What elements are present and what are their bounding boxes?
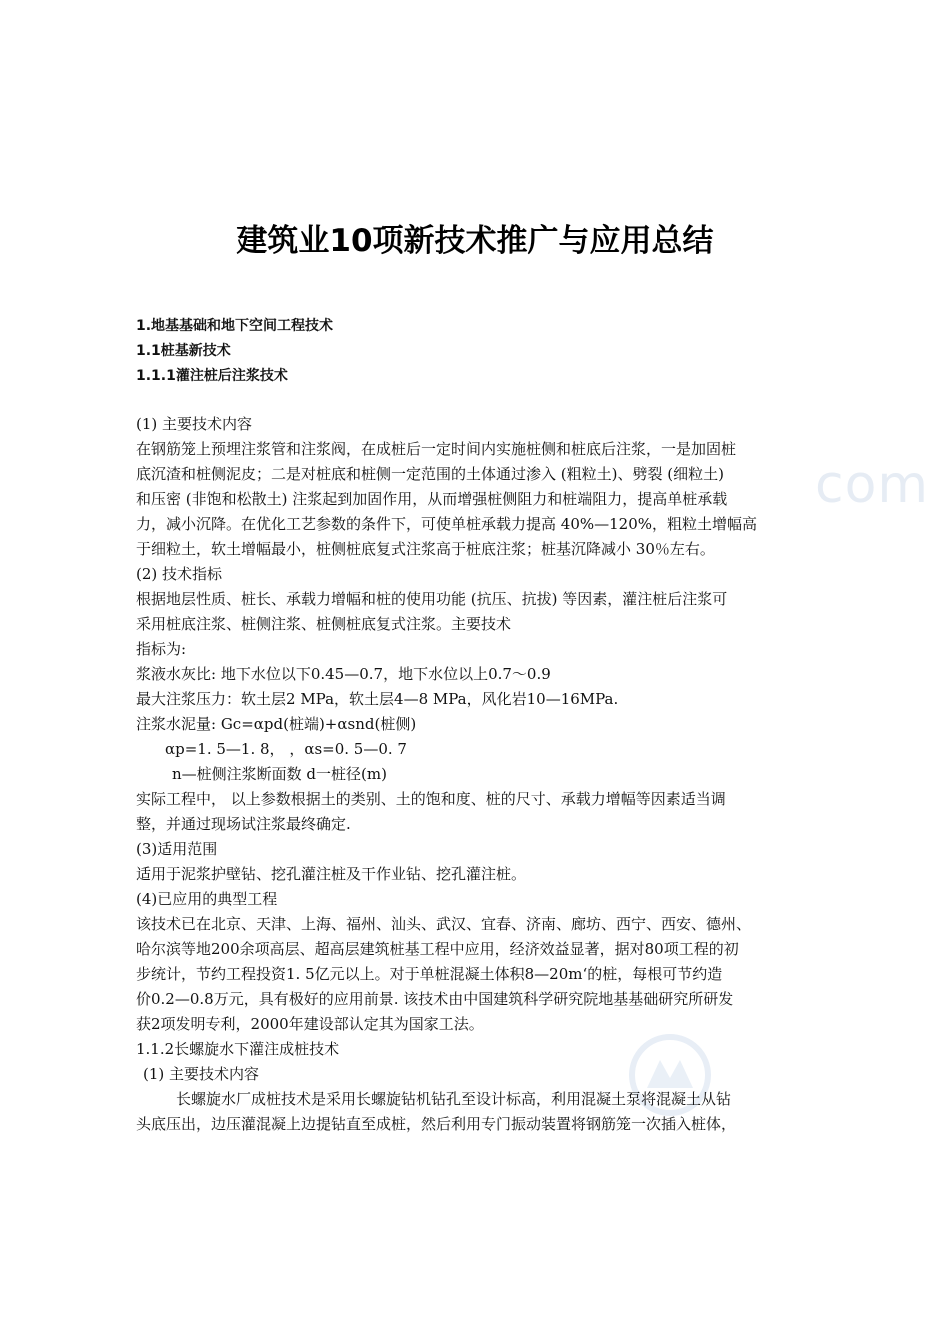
paragraph-heading: (4)已应用的典型工程	[136, 890, 278, 908]
formula-line: 注浆水泥量: Gc=αpd(桩端)+αsnd(桩侧)	[136, 715, 417, 733]
body-text-line: 步统计，节约工程投资1. 5亿元以上。对于单桩混凝土体积8—20m‘的桩，每根可节约造	[136, 965, 723, 983]
body-text-line: 适用于泥浆护壁钻、挖孔灌注桩及干作业钻、挖孔灌注桩。	[136, 865, 527, 883]
body-text-line: 哈尔滨等地200余项高层、超高层建筑桩基工程中应用，经济效益显著，据对80项工程的初	[136, 940, 739, 958]
body-text-line: 获2项发明专利，2000年建设部认定其为国家工法。	[136, 1015, 484, 1033]
section-heading: 1.地基基础和地下空间工程技术	[136, 318, 334, 334]
body-text-line: 该技术已在北京、天津、上海、福州、汕头、武汉、宜春、济南、廊坊、西宁、西安、德州、	[136, 915, 752, 933]
spec-line: 最大注浆压力：软土层2 MPa，软土层4—8 MPa，风化岩10—16MPa.	[136, 690, 619, 708]
formula-legend: n—桩侧注浆断面数 d一桩径(m)	[172, 765, 387, 783]
body-text-line: 实际工程中， 以上参数根据土的类别、土的饱和度、桩的尺寸、承载力增幅等因素适当调	[136, 790, 726, 808]
body-text-line: 底沉渣和桩侧泥皮；二是对桩底和桩侧一定范围的土体通过渗入 (粗粒土)、劈裂 (细粒土)	[136, 465, 724, 483]
body-text-line: 长螺旋水厂成桩技术是采用长螺旋钻机钻孔至设计标高，利用混凝土泵将混凝土从钻	[176, 1090, 732, 1108]
paragraph-heading: (1) 主要技术内容	[136, 415, 253, 433]
paragraph-heading: (1) 主要技术内容	[143, 1065, 260, 1083]
formula-coefficients: αp=1. 5—1. 8， ，αs=0. 5—0. 7	[165, 740, 407, 758]
page-title: 建筑业10项新技术推广与应用总结	[236, 223, 714, 259]
body-text-line: 根据地层性质、桩长、承载力增幅和桩的使用功能 (抗压、抗拔) 等因素，灌注桩后注浆可	[136, 590, 728, 608]
body-text-line: 采用桩底注浆、桩侧注浆、桩侧桩底复式注浆。主要技术	[136, 615, 512, 633]
body-text-line: 头底压出，边压灌混凝上边提钻直至成桩，然后利用专门振动装置将钢筋笼一次插入桩体，	[136, 1115, 737, 1133]
subsubsection-heading: 1.1.2长螺旋水下灌注成桩技术	[136, 1040, 340, 1058]
body-text-line: 指标为:	[136, 640, 187, 658]
body-text-line: 和压密 (非饱和松散土) 注浆起到加固作用，从而增强桩侧阻力和桩端阻力，提高单桩承载	[136, 490, 728, 508]
spec-line: 浆液水灰比: 地下水位以下0.45—0.7，地下水位以上0.7～0.9	[136, 665, 551, 683]
watermark-text: com	[815, 455, 930, 515]
subsubsection-heading: 1.1.1灌注桩后注浆技术	[136, 368, 288, 384]
body-text-line: 力，减小沉降。在优化工艺参数的条件下，可使单桩承载力提高 40%—120%，粗粒土增幅高	[136, 515, 757, 533]
paragraph-heading: (3)适用范围	[136, 840, 218, 858]
subsection-heading: 1.1桩基新技术	[136, 343, 231, 359]
body-text-line: 整，并通过现场试注浆最终确定.	[136, 815, 351, 833]
paragraph-heading: (2) 技术指标	[136, 565, 223, 583]
body-text-line: 价0.2—0.8万元，具有极好的应用前景. 该技术由中国建筑科学研究院地基基础研究所研发	[136, 990, 734, 1008]
body-text-line: 在钢筋笼上预埋注浆管和注浆阀，在成桩后一定时间内实施桩侧和桩底后注浆，一是加固桩	[136, 440, 737, 458]
body-text-line: 于细粒土，软土增幅最小，桩侧桩底复式注浆高于桩底注浆；桩基沉降减小 30％左右。	[136, 540, 715, 558]
